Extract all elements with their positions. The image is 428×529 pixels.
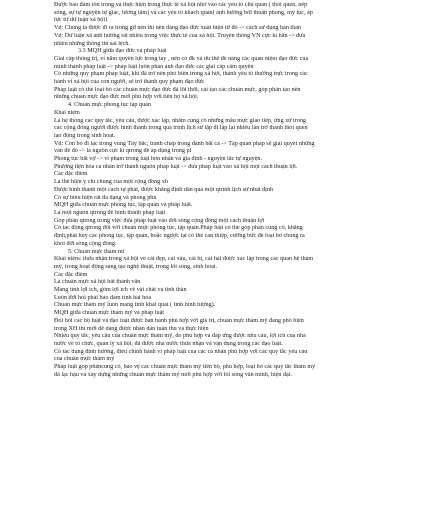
text-line: MQH giữa chuẩn mực phong tục, tập quán và pháp luật. bbox=[54, 202, 193, 209]
text-line: Có những quy phạm pháp luật, khi đã trở nên phổ biến trong xã hội, thành yếu tố thường trực trong các bbox=[54, 71, 308, 78]
text-line: Pháp luật góp phầncủng cố, bảo vệ các chuẩn mực thẩm mỹ tiến bộ, phù hợp, loại bỏ các quy tắc thẩm mỹ bbox=[54, 364, 316, 371]
text-line: Đòi hỏi các bộ luật và đạo luật được ban hành phù hợp với giá trị, chuẩn mực thẩm mỹ đang phổ biến bbox=[54, 317, 304, 324]
text-line: Nhiều quy tắc, yêu cầu của chuẩn mực thẩm mỹ, do phù hợp và đáp ứng được nhu cầu, lợi ích của nhà bbox=[54, 333, 306, 340]
section-heading: 3.3 MQH giữa đạo đức và pháp luật bbox=[78, 48, 167, 55]
text-line: Là một nguồn qtrong để hình thành pháp luật bbox=[54, 209, 166, 216]
text-line: nước về tổ chức, quản lý xã hội, đã được nhà nước thừa nhận và vận dụng trong các đạo luật. bbox=[54, 340, 283, 347]
text-line: Là thể hiện ý chí chung của một cộng đồng xh bbox=[54, 179, 168, 186]
text-line: Có tác dụng định hướng, điều chỉnh hành vi pháp luật của các cá nhân phù hợp với các quy tắc yêu cầu bbox=[54, 348, 308, 355]
text-line: những chuẩn mực đạo đức mới phù hợp với tiến bộ xã hội. bbox=[54, 94, 199, 101]
text-line: định,phát huy các phong tục, tập quán, hoặc ngược lại có thể can thiệp, cưỡng bức để loại bỏ chúng ra bbox=[54, 233, 305, 240]
text-line: Pháp luật có thể loại bỏ các chuẩn mực đạo đức đã lỗi thời, cái tạo các chuẩn mực, góp phần tạo nên bbox=[54, 86, 301, 93]
text-line: Có sự biểu hiện rất đa dạng và phong phú bbox=[54, 194, 157, 201]
text-line: Phương tiện hóa cá nhân trở thành nguồn pháp luật -> đưa pháp luật vào xã hội một cách thuận lợi. bbox=[54, 163, 298, 170]
text-line: trong XH thì mới dễ dàng được nhân dân tuân thủ và thực hiện bbox=[54, 325, 209, 332]
text-line: Vd: Chúng ta được đi ra trong gđ nên thì nên đàng đạo đức xuất hiện từ đó -> cách sử dụng bán thân bbox=[54, 25, 302, 32]
text-line: các cộng đồng người được hình thành trong quá trình lịch sử lặp đi lặp lại nhiều lần trở thành thói quen bbox=[54, 125, 308, 132]
text-line: Phong tục bắt vợ -> vi phạm trong luật hôn nhân và gia đình - nguyện tắc tự nguyện. bbox=[54, 156, 263, 163]
text-line: MQH giữa chuẩn mực thẩm mỹ và pháp luật bbox=[54, 310, 164, 317]
text-line: Có tác động qtrong đối với chuẩn mực phong tục, tập quán.Pháp luật có thể góp phần củng cố, khẳng bbox=[54, 225, 303, 232]
text-line: mình thành pháp luật -> pháp luật luôn phản ánh đạo đức các giai cấp cầm quyền bbox=[54, 63, 254, 70]
text-line: hành vi xã hội của con người, sẽ trở thành quy phạm đạo đức bbox=[54, 79, 205, 86]
text-line: Là hệ thống các quy tắc, yêu cầu, được xác lập, nhằm củng cố những mẫu mực giao tiếp, ứng xử trong bbox=[54, 117, 306, 124]
text-line: Là chuẩn mực xã hội bất thành văn bbox=[54, 279, 141, 286]
text-line: Chuẩn mực thẩm mỹ luôn mang tính khái quát ( tính hình tượng). bbox=[54, 302, 216, 309]
text-line: lao động trong sinh hoạt. bbox=[54, 132, 116, 139]
text-line: sống, sự tự nguyện tự giác, lương tâm) và các yếu tố khách quan( ảnh hưởng bởi thuần phong, mỹ tục, áp bbox=[54, 9, 313, 16]
text-line: Vd: Con bò đi lạc trong vùng Tây bắc, tranh chấp trong đánh bắt cá -> Tập quán pháp sẽ giải quyết những bbox=[54, 140, 315, 147]
text-line: Giai cấp thống trị, vì nắm quyền lực trong tay , nên có đk và ưu thế để nâng các quan niệm đạo đức của bbox=[54, 55, 309, 62]
text-line: Luôn đời hỏi phải bảo đảm tính hài hòa bbox=[54, 294, 152, 301]
section-heading: 4. Chuẩn mực phong tục tập quán bbox=[68, 102, 151, 109]
text-line: lực từ dư luận xã hội) bbox=[54, 17, 108, 24]
text-line: mỹ, trong hoạt động sáng tạo nghệ thuật, trong lối sống, sinh hoạt. bbox=[54, 263, 218, 270]
text-line: nhiều những thông tin sai lệch. bbox=[54, 40, 130, 47]
text-line: Được hình thành một cách tự phát, được khẳng định dần qua một qtrình lịch sử nhất định bbox=[54, 186, 273, 193]
text-line: Vd: Dư luận xã ảnh hưởng rất nhiều trong việc thực tế của xã hội. Truyền thông VN cực kì hăn -> đưa bbox=[54, 32, 306, 39]
text-line: đã lạc hậu và xây dựng những chuẩn mực thẩm mỹ mới phù hợp với lối sống văn minh, hiện đại. bbox=[54, 371, 293, 378]
text-line: Các đặc điểm bbox=[54, 171, 88, 178]
section-heading: 5. Chuẩn mực thẩm mĩ bbox=[68, 248, 125, 255]
text-line: Các đặc điểm bbox=[54, 271, 88, 278]
text-line: Góp phần qtrong trong việc đưa pháp luật vào đời sống cộng đồng một cách thuận lợi bbox=[54, 217, 265, 224]
text-line: vấn đề đó -> là nguồn cực kì qtrong để áp dụng trong pl bbox=[54, 148, 192, 155]
text-line: Khái niệm bbox=[54, 109, 80, 116]
text-line: Mang tính lợi ích, gồm lợi ích về vật chất và tinh thần bbox=[54, 287, 187, 294]
text-line: Khái niệm: thừa nhận trong xã hội về cái đẹp, cái xấu, cái bi, cái hài được xác lập trong các quan hệ thẩm bbox=[54, 256, 314, 263]
text-line: Được bảo đảm tôn trọng và thực hiện trong thực tế xã hội nhờ vào các yếu tố chủ quan ( thói quen, nếp bbox=[54, 2, 308, 8]
text-line: của chuẩn mực thẩm mỹ bbox=[54, 356, 115, 363]
text-line: khỏi đời sống cộng đồng. bbox=[54, 240, 117, 247]
